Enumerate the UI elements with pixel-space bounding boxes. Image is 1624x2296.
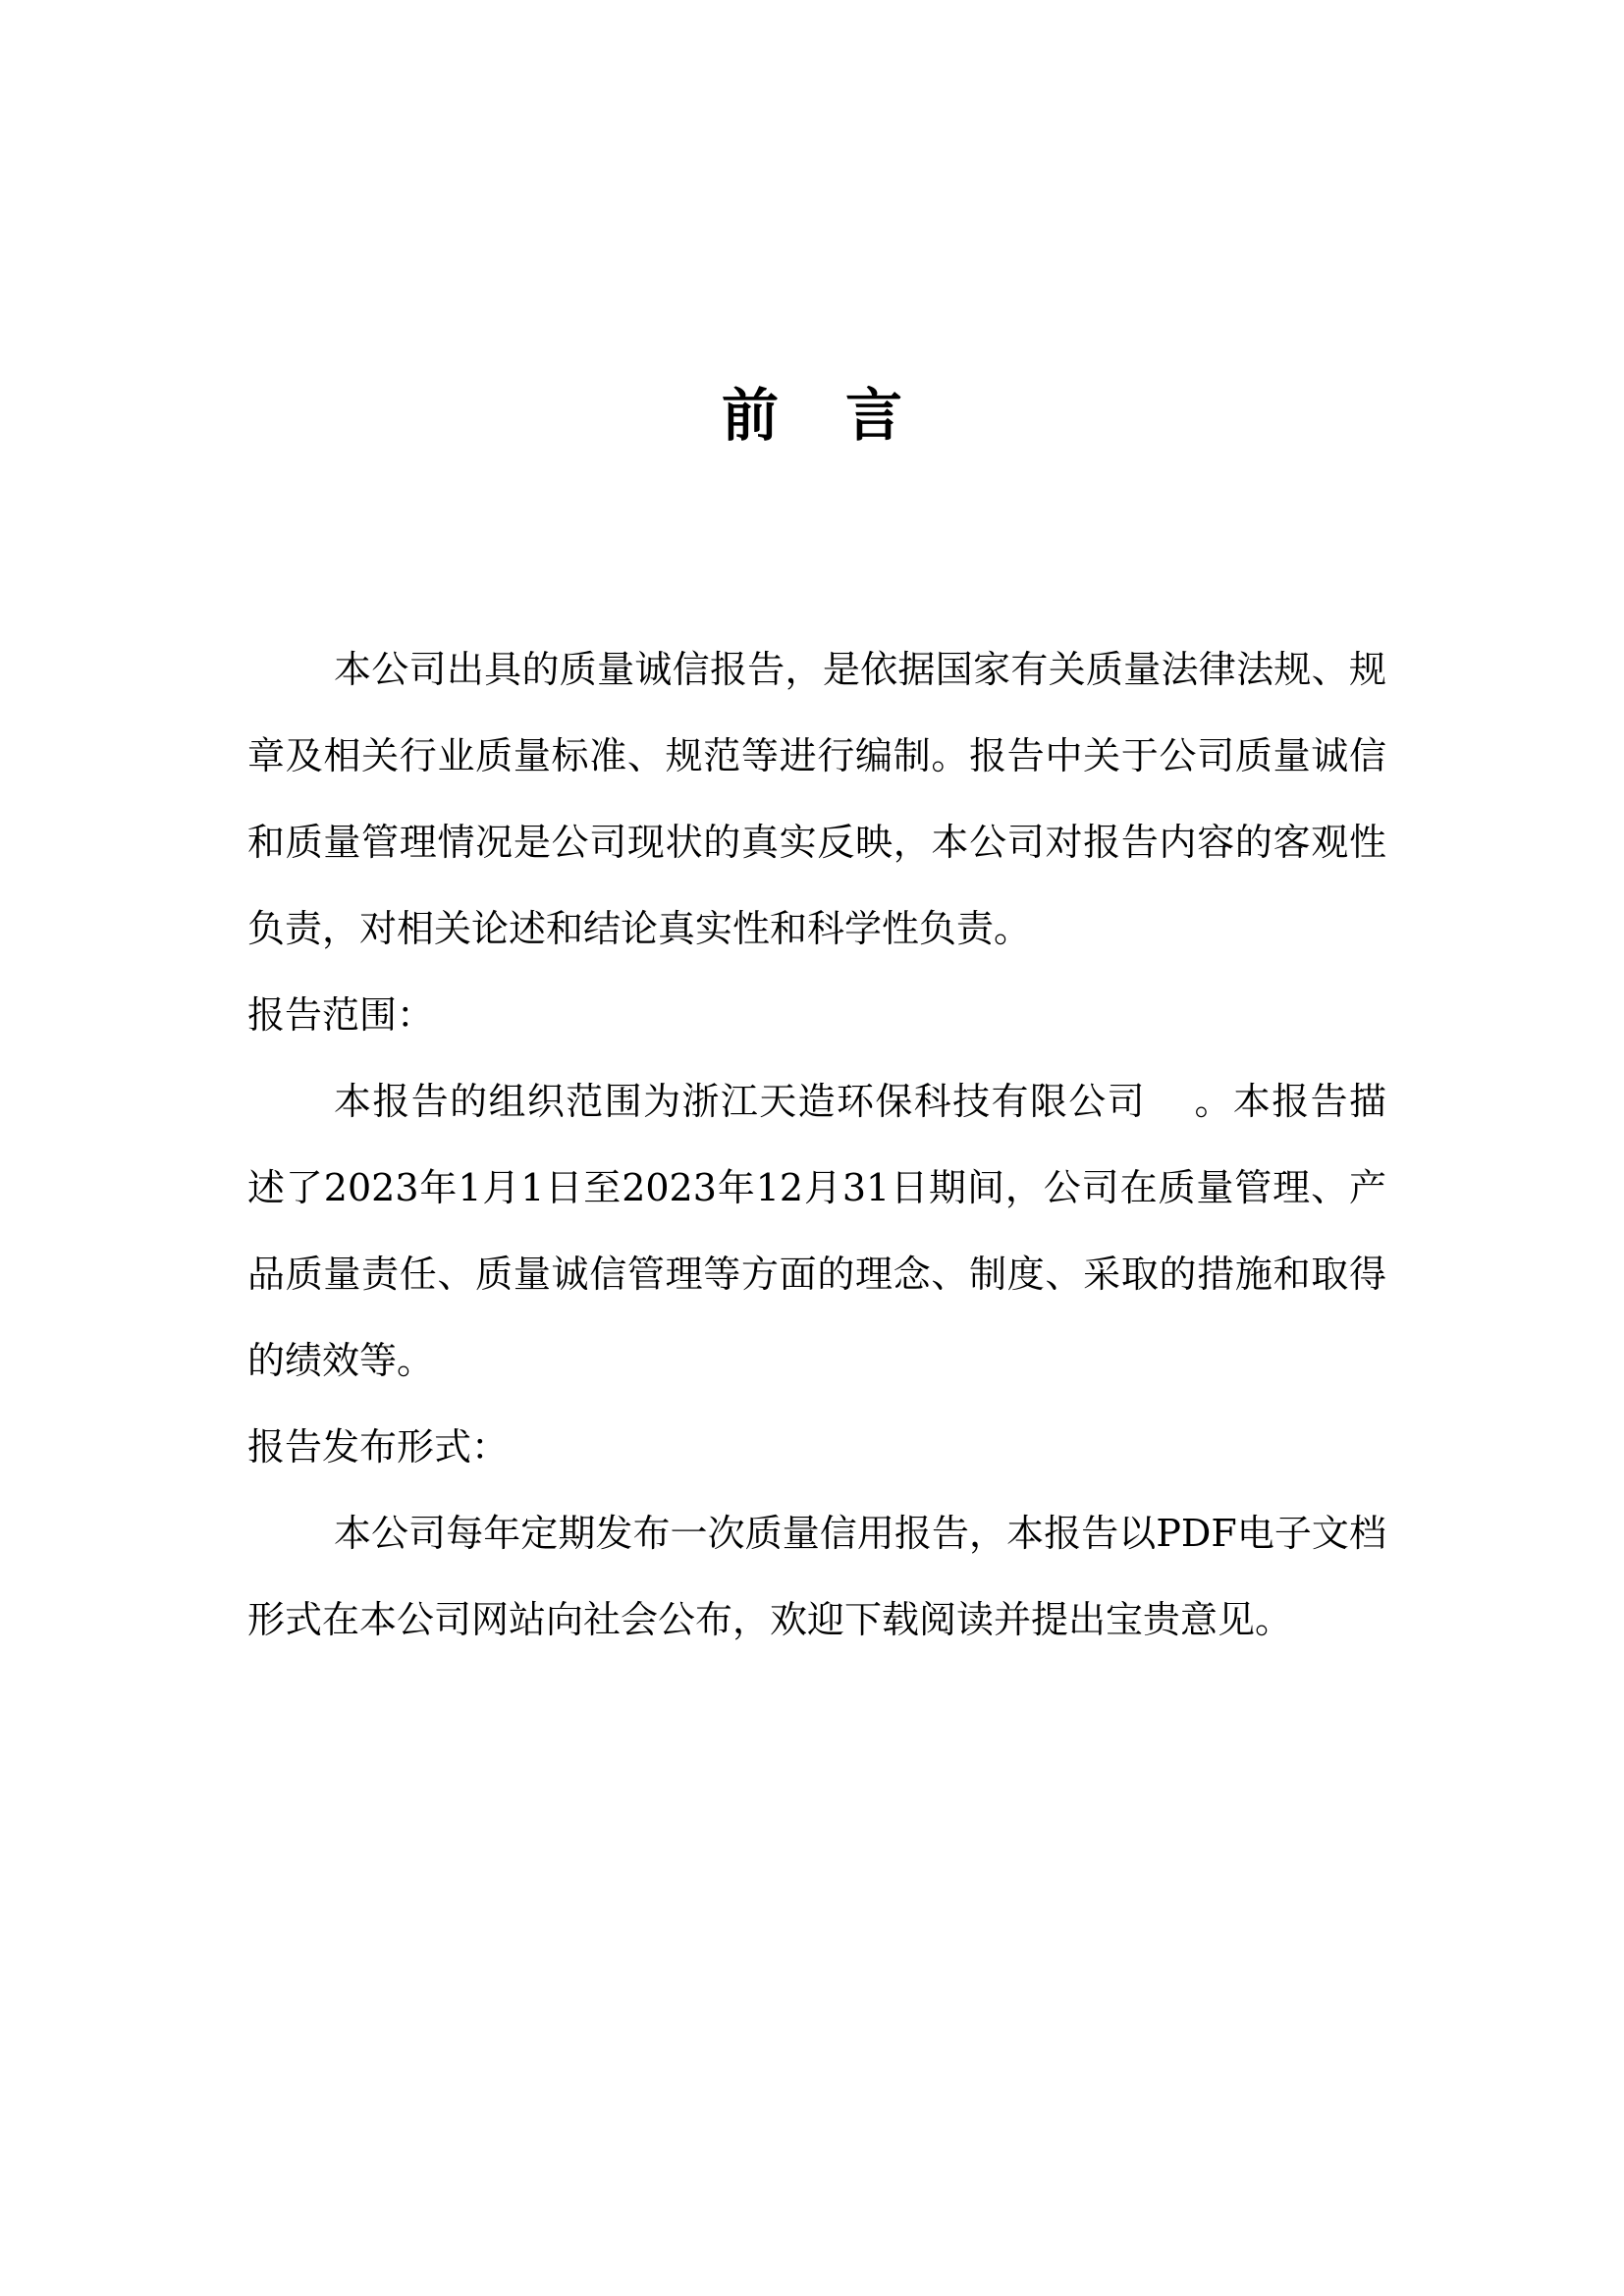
publish-paragraph: 本公司每年定期发布一次质量信用报告，本报告以PDF电子文档形式在本公司网站向社会公布，欢迎下载阅读并提出宝贵意见。 — [247, 1512, 1386, 1641]
title-char-2: 言 — [845, 382, 903, 449]
scope-paragraph — [247, 1058, 1386, 1404]
document-body — [247, 626, 1386, 1663]
page-title — [0, 371, 1624, 459]
scope-paragraph-part2: 。本报告描述了2023年1月1日至2023年12月31日期间，公司在质量管理、产品质量责任、质量诚信管理等方面的理念、制度、采取的措施和取得的绩效等。 — [247, 1080, 1386, 1382]
scope-heading: 报告范围： — [247, 993, 435, 1037]
title-char-1: 前 — [721, 382, 779, 449]
publish-heading: 报告发布形式： — [247, 1425, 510, 1468]
scope-paragraph-part1: 本报告的组织范围为浙江天造环保科技有限公司 — [334, 1080, 1147, 1123]
intro-paragraph: 本公司出具的质量诚信报告，是依据国家有关质量法律法规、规章及相关行业质量标准、规范等进行编制。报告中关于公司质量诚信和质量管理情况是公司现状的真实反映，本公司对报告内容的客观性负责，对相关论述和结论真实性和科学性负责。 — [247, 648, 1386, 950]
